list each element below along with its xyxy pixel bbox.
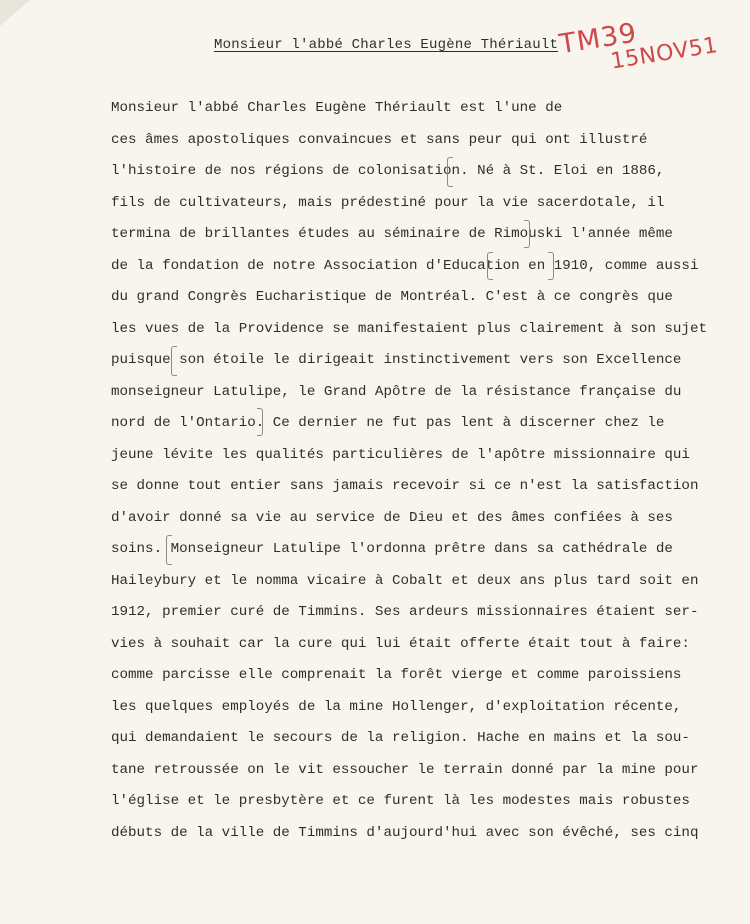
text-line: du grand Congrès Eucharistique de Montréal. C'est à ce congrès que xyxy=(111,289,673,305)
text-line: qui demandaient le secours de la religion. Hache en mains et la sou- xyxy=(111,730,690,746)
text-line: puisque son étoile le dirigeait instinctivement vers son Excellence xyxy=(111,352,682,368)
edit-bracket-open xyxy=(447,157,453,187)
text-line: les vues de la Providence se manifestaient plus clairement à son sujet xyxy=(111,320,707,337)
annotation-date: 15NOV51 xyxy=(609,32,720,75)
text-line: vies à souhait car la cure qui lui était offerte était tout à faire: xyxy=(111,635,690,652)
text-line: nord de l'Ontario. Ce dernier ne fut pas lent à discerner chez le xyxy=(111,415,665,431)
text-line: Monsieur l'abbé Charles Eugène Thériault est l'une de xyxy=(111,100,563,116)
text-line: termina de brillantes études au séminaire de Rimouski l'année même xyxy=(111,226,673,242)
text-line: fils de cultivateurs, mais prédestiné pour la vie sacerdotale, il xyxy=(111,194,665,211)
text-line: jeune lévite les qualités particulières de l'apôtre missionnaire qui xyxy=(111,446,690,463)
edit-bracket-open xyxy=(166,535,172,565)
text-line: l'histoire de nos régions de colonisation. Né à St. Eloi en 1886, xyxy=(111,163,665,179)
text-line: se donne tout entier sans jamais recevoir si ce n'est la satisfaction xyxy=(111,478,699,494)
text-line: 1912, premier curé de Timmins. Ses ardeurs missionnaires étaient ser- xyxy=(111,604,699,620)
annotation-reference: TM39 xyxy=(557,17,640,61)
handwritten-annotation xyxy=(555,3,722,87)
text-line: les quelques employés de la mine Hollenger, d'exploitation récente, xyxy=(111,698,682,715)
document-title: Monsieur l'abbé Charles Eugène Thériault xyxy=(214,37,559,53)
text-line: monseigneur Latulipe, le Grand Apôtre de la résistance française du xyxy=(111,383,682,400)
folded-corner xyxy=(0,0,30,26)
text-line: de la fondation de notre Association d'Education en 1910, comme aussi xyxy=(111,257,699,274)
text-line: ces âmes apostoliques convaincues et sans peur qui ont illustré xyxy=(111,131,648,148)
text-line: l'église et le presbytère et ce furent là les modestes mais robustes xyxy=(111,793,690,809)
edit-bracket-close xyxy=(257,408,263,436)
text-line: comme parcisse elle comprenait la forêt vierge et comme paroissiens xyxy=(111,667,682,683)
text-line: soins. Monseigneur Latulipe l'ordonna prêtre dans sa cathédrale de xyxy=(111,541,673,557)
text-line: Haileybury et le nomma vicaire à Cobalt et deux ans plus tard soit en xyxy=(111,572,699,589)
edit-bracket-open xyxy=(487,252,493,280)
text-line: tane retroussée on le vit essoucher le terrain donné par la mine pour xyxy=(111,761,699,778)
text-line: d'avoir donné sa vie au service de Dieu et des âmes confiées à ses xyxy=(111,509,673,526)
edit-bracket-close xyxy=(524,220,530,248)
edit-bracket-open xyxy=(171,346,177,376)
edit-bracket-close xyxy=(548,252,554,280)
text-line: débuts de la ville de Timmins d'aujourd'hui avec son évêché, ses cinq xyxy=(111,824,699,841)
